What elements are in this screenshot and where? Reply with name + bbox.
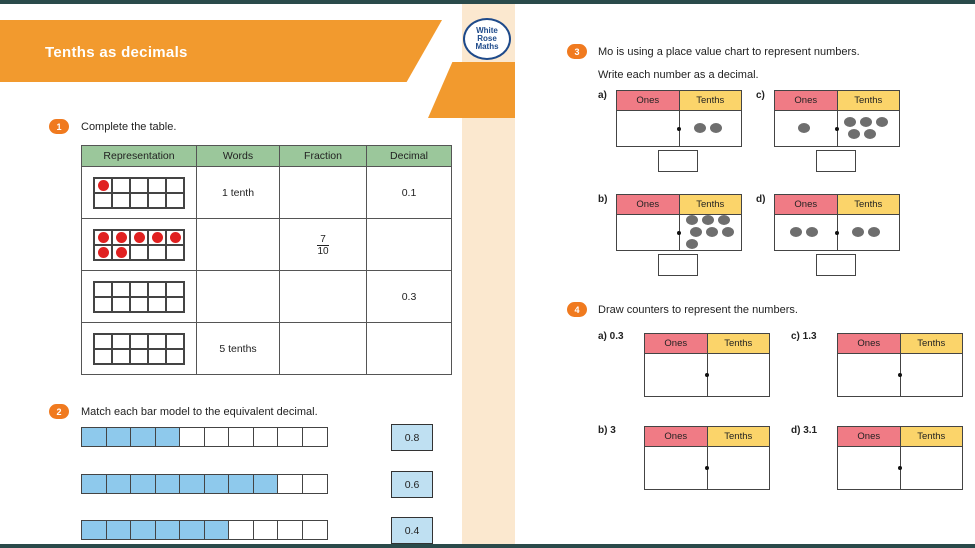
table-row	[82, 219, 452, 271]
decimal-cell[interactable]	[367, 219, 452, 271]
red-counter	[98, 232, 109, 243]
grey-counter	[852, 227, 864, 237]
place-value-chart	[837, 333, 963, 397]
header-decimal: Decimal	[367, 146, 452, 167]
question-2-text: Match each bar model to the equivalent decimal.	[81, 406, 318, 418]
question-1-text: Complete the table.	[81, 121, 177, 133]
left-worksheet-page	[0, 4, 515, 544]
page-title: Tenths as decimals	[45, 44, 188, 61]
decimal-point	[835, 231, 839, 235]
red-counter	[152, 232, 163, 243]
decimal-match-box[interactable]: 0.4	[391, 517, 433, 544]
chart-label: d) 3.1	[791, 425, 818, 436]
chart-body	[775, 111, 899, 146]
tenths-header: Tenths	[838, 91, 900, 110]
words-cell[interactable]: 5 tenths	[197, 323, 280, 375]
grey-counter	[864, 129, 876, 139]
grey-counter	[686, 239, 698, 249]
words-cell[interactable]: 1 tenth	[197, 167, 280, 219]
answer-box[interactable]	[658, 254, 698, 276]
tenths-header: Tenths	[680, 91, 742, 110]
table-row	[82, 271, 452, 323]
question-3-number: 3	[567, 44, 587, 59]
red-counter	[116, 232, 127, 243]
chart-label: c) 1.3	[791, 331, 817, 342]
grey-counter	[860, 117, 872, 127]
ten-frame	[93, 333, 185, 365]
grey-counter	[722, 227, 734, 237]
decimal-point	[677, 127, 681, 131]
decimal-cell[interactable]: 0.3	[367, 271, 452, 323]
chart-body	[617, 111, 741, 146]
question-3-subtext: Write each number as a decimal.	[598, 69, 759, 81]
red-counter	[98, 247, 109, 258]
chart-label: a) 0.3	[598, 331, 624, 342]
grey-counter	[868, 227, 880, 237]
tenths-table	[81, 145, 452, 375]
tenths-header: Tenths	[708, 427, 770, 446]
right-worksheet-page	[515, 4, 975, 544]
representation-cell	[82, 167, 197, 219]
fraction: $\frac{7}{10}$	[317, 233, 329, 257]
ten-frame	[93, 177, 185, 209]
words-cell[interactable]	[197, 219, 280, 271]
question-4-number: 4	[567, 302, 587, 317]
place-value-chart	[837, 426, 963, 490]
grey-counter	[690, 227, 702, 237]
grey-counter	[702, 215, 714, 225]
grey-counter	[848, 129, 860, 139]
ones-header: Ones	[838, 427, 901, 446]
ones-header: Ones	[775, 195, 838, 214]
tenths-header: Tenths	[901, 334, 963, 353]
place-value-chart	[774, 90, 900, 147]
bar-model	[81, 520, 328, 540]
chart-label: d)	[756, 194, 766, 205]
white-rose-maths-logo: White Rose Maths	[463, 18, 511, 60]
ones-header: Ones	[645, 427, 708, 446]
grey-counter	[694, 123, 706, 133]
chart-label: c)	[756, 90, 765, 101]
decimal-cell[interactable]	[367, 323, 452, 375]
answer-box[interactable]	[658, 150, 698, 172]
question-3-text: Mo is using a place value chart to represent numbers.	[598, 46, 860, 58]
red-counter	[98, 180, 109, 191]
grey-counter	[710, 123, 722, 133]
grey-counter	[718, 215, 730, 225]
question-1-number: 1	[49, 119, 69, 134]
grey-counter	[876, 117, 888, 127]
ones-header: Ones	[617, 91, 680, 110]
question-4-text: Draw counters to represent the numbers.	[598, 304, 798, 316]
header-fraction: Fraction	[280, 146, 367, 167]
ones-header: Ones	[838, 334, 901, 353]
grey-counter	[790, 227, 802, 237]
answer-box[interactable]	[816, 254, 856, 276]
place-value-chart	[644, 333, 770, 397]
chart-label: a)	[598, 90, 607, 101]
chart-body[interactable]	[838, 354, 962, 396]
chart-label: b) 3	[598, 425, 616, 436]
representation-cell	[82, 219, 197, 271]
header-representation: Representation	[82, 146, 197, 167]
bar-model	[81, 427, 328, 447]
red-counter	[116, 247, 127, 258]
chart-label: b)	[598, 194, 608, 205]
bar-model	[81, 474, 328, 494]
grey-counter	[706, 227, 718, 237]
header-words: Words	[197, 146, 280, 167]
decimal-point	[705, 373, 709, 377]
ten-frame	[93, 229, 185, 261]
chart-body[interactable]	[645, 447, 769, 489]
chart-body	[775, 215, 899, 250]
decimal-point	[835, 127, 839, 131]
place-value-chart	[644, 426, 770, 490]
ones-header: Ones	[617, 195, 680, 214]
place-value-chart	[616, 194, 742, 251]
decimal-match-box[interactable]: 0.8	[391, 424, 433, 451]
representation-cell	[82, 323, 197, 375]
words-cell[interactable]	[197, 271, 280, 323]
fraction-cell[interactable]	[280, 167, 367, 219]
tenths-header: Tenths	[901, 427, 963, 446]
tenths-header: Tenths	[680, 195, 742, 214]
ten-frame	[93, 281, 185, 313]
red-counter	[170, 232, 181, 243]
decimal-point	[898, 466, 902, 470]
representation-cell	[82, 271, 197, 323]
ones-header: Ones	[645, 334, 708, 353]
decimal-point	[898, 373, 902, 377]
question-2-number: 2	[49, 404, 69, 419]
decimal-cell[interactable]: 0.1	[367, 167, 452, 219]
grey-counter	[798, 123, 810, 133]
grey-counter	[844, 117, 856, 127]
chart-body[interactable]	[838, 447, 962, 489]
place-value-chart	[616, 90, 742, 147]
fraction-cell[interactable]	[280, 323, 367, 375]
decimal-point	[705, 466, 709, 470]
fraction-cell[interactable]	[280, 219, 367, 271]
grey-counter	[686, 215, 698, 225]
ones-header: Ones	[775, 91, 838, 110]
fraction-cell[interactable]	[280, 271, 367, 323]
red-counter	[134, 232, 145, 243]
table-row	[82, 323, 452, 375]
place-value-chart	[774, 194, 900, 251]
answer-box[interactable]	[816, 150, 856, 172]
tenths-header: Tenths	[838, 195, 900, 214]
grey-counter	[806, 227, 818, 237]
table-row	[82, 167, 452, 219]
tenths-header: Tenths	[708, 334, 770, 353]
chart-body[interactable]	[645, 354, 769, 396]
chart-body	[617, 215, 741, 250]
decimal-point	[677, 231, 681, 235]
banner-accent	[428, 62, 515, 118]
decimal-match-box[interactable]: 0.6	[391, 471, 433, 498]
